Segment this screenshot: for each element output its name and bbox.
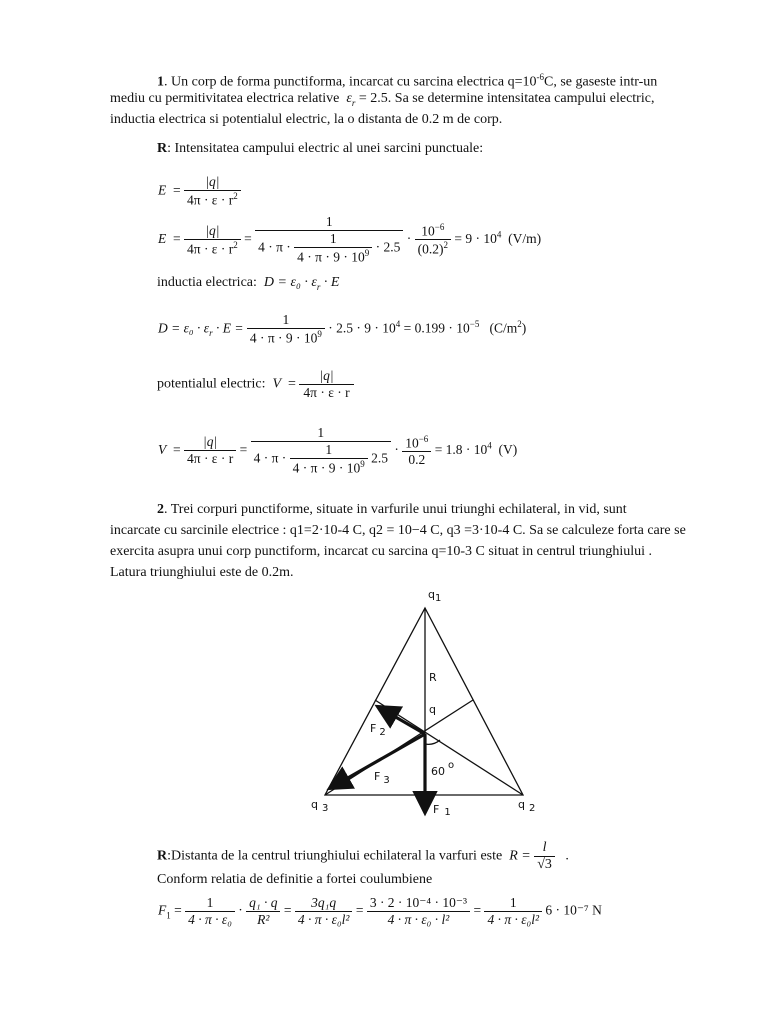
label-F1: F 1: [433, 803, 451, 818]
force-F2-arrow: [380, 708, 425, 734]
label-F3: F 3: [374, 770, 390, 786]
problem2-line2: incarcate cu sarcinile electrice : q1=2·10-4 C, q2 = 10−4 C, q3 =3·10-4 C. Sa se calculeze forta care se: [110, 523, 686, 538]
E-formula-2: E = $\frac{|q|}{4\pi \cdot \varepsilon \cdot r^2}$ = 1 4 · π · $\frac{1}{4 \cdot \pi \cdot 9 \cdot 10^9}$ · 2.5 · $\frac{10^{-6}}{(0.2)^2}$ = $9 \cdot 10^4$ (V/m): [158, 214, 542, 265]
label-q2: q 2: [518, 798, 536, 814]
D-definition: inductia electrica: $D = \varepsilon_0 \cdot \varepsilon_r \cdot E$: [157, 275, 340, 292]
problem2-line3: exercita asupra unui corp punctiform, incarcat cu sarcina q=10-3 C situat in centrul triunghiului .: [110, 544, 653, 559]
label-R: R: [429, 671, 437, 684]
answer2-intro: R:Distanta de la centrul triunghiului echilateral la varfuri este R = $\frac{l}{√3}$ .: [157, 840, 569, 872]
median-q2: [375, 700, 523, 795]
problem1-line3: inductia electrica si potentialul electric, la o distanta de 0.2 m de corp.: [110, 112, 503, 127]
coulomb-text: Conform relatia de definitie a fortei coulumbiene: [157, 872, 433, 887]
answer1-intro: R: Intensitatea campului electric al unei sarcini punctuale:: [157, 141, 484, 156]
V-formula: V = $\frac{|q|}{4\pi \cdot \varepsilon \cdot r}$ = 1 4 · π · $\frac{1}{4 \cdot \pi \cdot 9 \cdot 10^9}$ 2.5 · $\frac{10^{-6}}{0.2}$ = $1.8 \cdot 10^4$ (V): [158, 425, 518, 476]
label-q: q: [429, 703, 436, 716]
V-definition: potentialul electric: V = $\frac{|q|}{4\pi \cdot \varepsilon \cdot r}$: [157, 368, 354, 401]
problem2-number: 2: [157, 502, 164, 517]
E-formula-1: E = $\frac{|q|}{4\pi \cdot \varepsilon \cdot r^2}$: [158, 174, 241, 209]
problem2-line4: Latura triunghiului este de 0.2m.: [110, 565, 294, 580]
label-q1: q1: [428, 588, 442, 604]
label-F2: F 2: [370, 722, 386, 738]
label-angle: 60 o: [431, 760, 455, 778]
problem1-number: 1: [157, 74, 164, 90]
problem2-line1: 2. Trei corpuri punctiforme, situate in varfurile unui triunghi echilateral, in vid, sunt: [157, 502, 627, 517]
D-formula: $D = \varepsilon_0 \cdot \varepsilon_r \cdot E$ = $\frac{1}{4 \cdot \pi \cdot 9 \cdot 10^9}$ · $2.5 \cdot 9 \cdot 10^4 = 0.199 \cdot 10^{-5}$ $(C/m^2)$: [158, 312, 527, 346]
F1-formula: $F_1$ = $\frac{1}{\text{4 · π · ε₀}}$ · $\frac{\text{q₁ · q}}{\text{R²}}$ = $\frac{\text{3q₁q}}{\text{4 · π · ε₀l²}}$ = $\frac{\text{3 · 2 · 10⁻⁴ · 10⁻³}}{\text{4 · π · ε₀ · l²}}$ = $\frac{1}{\text{4 · π · ε₀l²}}$ 6 · 10⁻⁷ N: [158, 895, 602, 927]
label-q3: q 3: [311, 798, 329, 814]
problem1-line1: 1. Un corp de forma punctiforma, incarcat cu sarcina electrica $q=10^{-6}C$, se gaseste intr-un: [157, 72, 658, 90]
problem1-line2: mediu cu permitivitatea electrica relative $\varepsilon_r = 2.5$. Sa se determine intensitatea campului electric,: [110, 91, 655, 108]
